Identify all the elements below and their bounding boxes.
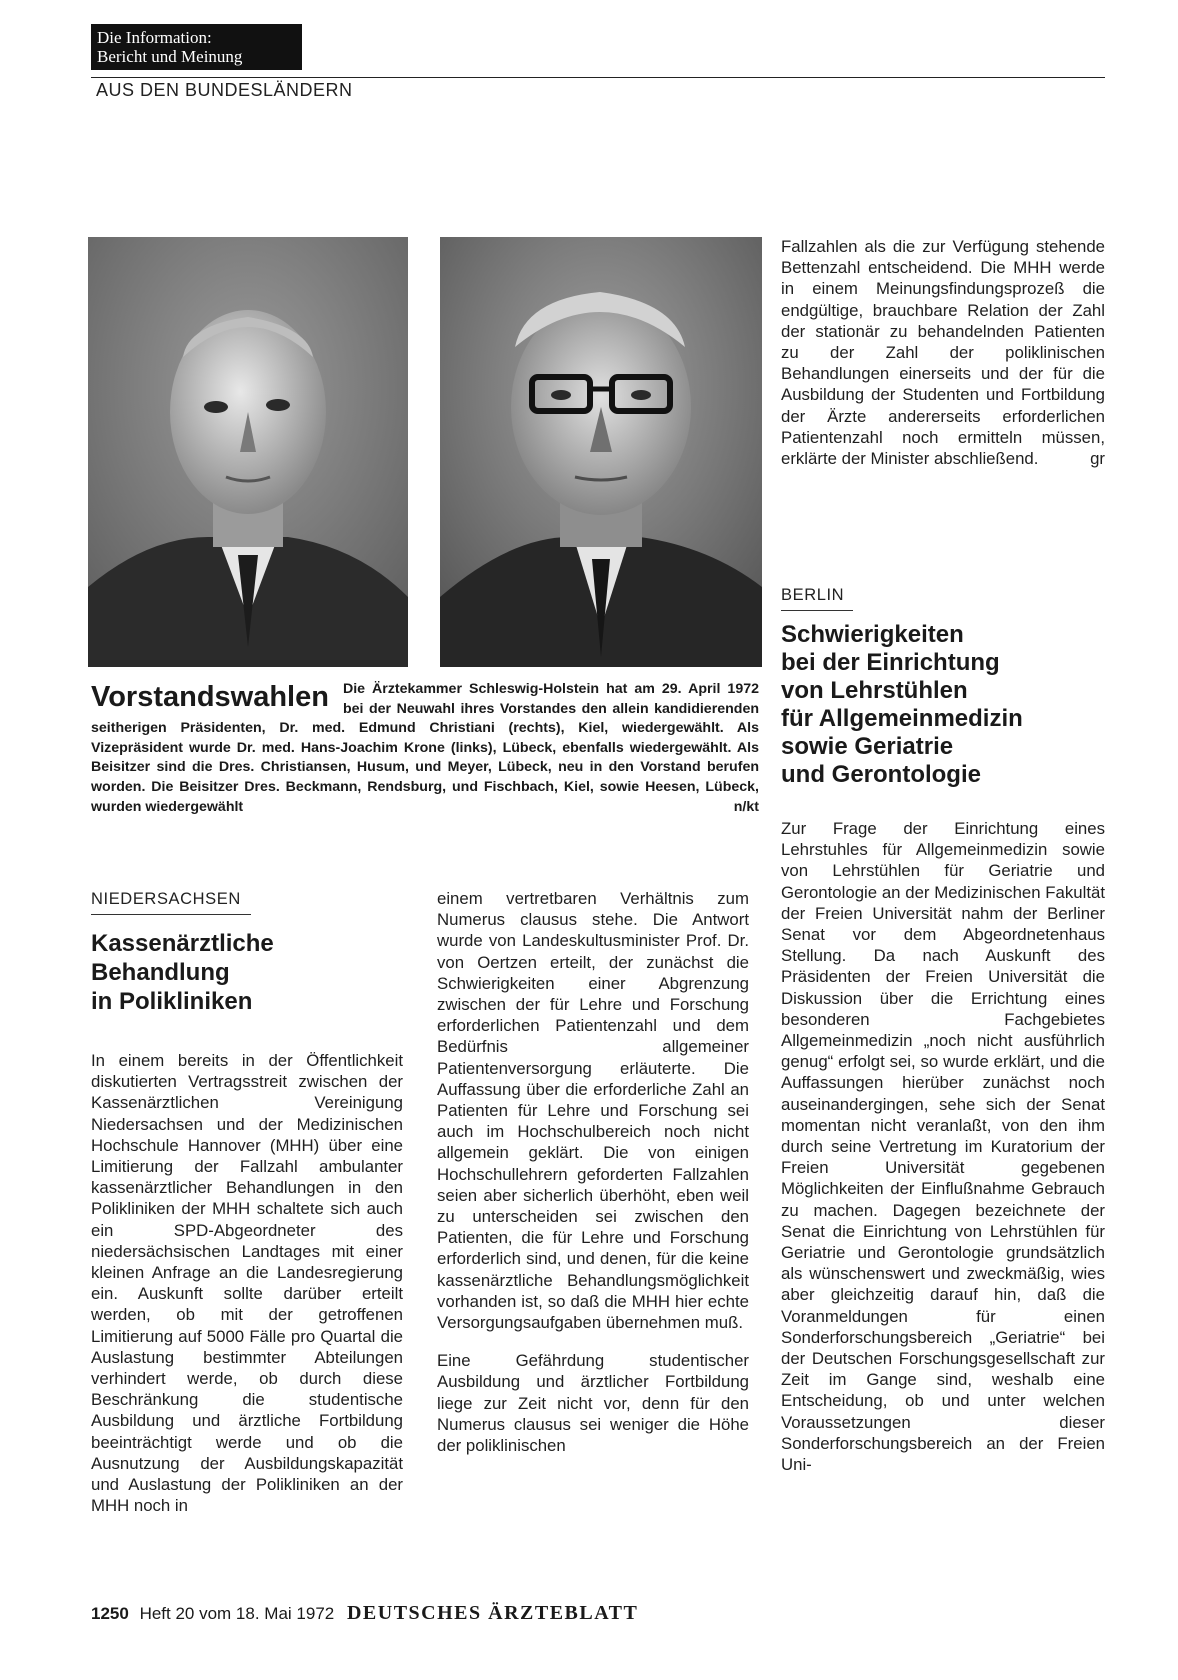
column-3-top (781, 236, 1105, 469)
title-line: Kassenärztliche (91, 930, 274, 957)
title-line: für Allgemeinmedizin (781, 705, 1023, 732)
column-3-berlin (781, 818, 1105, 1492)
page-footer (91, 1602, 638, 1625)
paragraph: Zur Frage der Einrichtung eines Lehrstuhles für Allgemeinmedizin sowie von Lehrstühlen für Geriatrie und Gerontologie an der Medizinischen Fakultät der Freien Universität nahm der Berliner Senat vor dem Abgeordnetenhaus Stellung. Da nach Auskunft des Präsidenten der Freien Universität die Diskussion über die Errichtung eines besonderen Fachgebietes Allgemeinmedizin „noch nicht ausführlich genug“ erfolgt sei, so wurde erklärt, und die Auffassungen hierüber zunächst noch auseinandergingen, sehe sich der Senat momentan nicht veranlaßt, von den ihm durch seine Vertretung im Kuratorium der Freien Universität gegebenen Möglichkeiten der Einflußnahme Gebrauch zu machen. Dagegen bezeichnete der Senat die Einrichtung von Lehrstühlen für Geriatrie und Gerontologie grundsätzlich als wünschenswert und zweckmäßig, wies aber gleichzeitig darauf hin, daß die Voranmeldungen für einen Sonderforschungsbereich „Geriatrie“ bei der Deutschen Forschungsgesellschaft zur Zeit im Gange sind, weshalb eine Entscheidung, ob und unter welchen Voraussetzungen dieser Sonderforschungsbereich an der Freien Uni- (781, 819, 1105, 1475)
section-label-niedersachsen: NIEDERSACHSEN (91, 890, 251, 915)
column-2 (437, 888, 749, 1473)
caption-signature: n/kt (733, 798, 759, 815)
portrait-right-icon (440, 237, 762, 667)
paragraph (781, 236, 1105, 469)
title-line: sowie Geriatrie (781, 733, 954, 760)
section-tag-line1: Die Information: (97, 28, 212, 47)
title-line: und Gerontologie (781, 761, 981, 788)
title-line: in Polikliniken (91, 988, 253, 1015)
photo-caption (91, 680, 759, 817)
article-title-berlin (781, 621, 1105, 789)
paragraph: In einem bereits in der Öffentlichkeit diskutierten Vertragsstreit zwischen der Kassenärztlichen Vereinigung Niedersachsen und der Medizinischen Hochschule Hannover (MHH) über eine Limitierung der Fallzahl ambulanter kassenärztlicher Behandlungen in den Polikliniken der MHH schaltete sich auch ein SPD-Abgeordneter des niedersächsischen Landtages mit einer kleinen Anfrage an die Landesregierung ein. Auskunft sollte darüber erteilt werden, ob mit der getroffenen Limitierung auf 5000 Fälle pro Quartal die Auslastung bestimmter Abteilungen verhindert werde, ob durch diese Beschränkung die studentische Ausbildung und ärztliche Fortbildung beeinträchtigt werde und ob die Ausnutzung der Ausbildungskapazität und Auslastung der Polikliniken an der MHH noch in (91, 1051, 403, 1516)
page-number: 1250 (91, 1604, 129, 1623)
title-line: bei der Einrichtung (781, 649, 1000, 676)
section-tag-line2: Bericht und Meinung (97, 47, 243, 66)
section-tag (91, 24, 302, 70)
author-signature: gr (1090, 449, 1105, 469)
title-line: Behandlung (91, 959, 230, 986)
caption-title: Vorstandswahlen (91, 681, 329, 713)
title-line: von Lehrstühlen (781, 677, 968, 704)
portrait-photo-left (88, 237, 408, 667)
paragraph-text: Fallzahlen als die zur Verfügung stehende Bettenzahl entscheidend. Die MHH werde in einem Meinungsfindungsprozeß die endgültige, brauchbare Relation der Zahl der stationär zu behandelnden Patienten zu der Zahl der poliklinischen Behandlungen einerseits und der für die Ausbildung der Studenten und Fortbildung der Ärzte andererseits erforderlichen Patientenzahl noch ermitteln müssen, erklärte der Minister abschließend. (781, 237, 1105, 469)
issue-info: Heft 20 vom 18. Mai 1972 (139, 1604, 335, 1623)
berlin-header (781, 586, 1105, 789)
masthead: DEUTSCHES ÄRZTEBLATT (346, 1602, 639, 1624)
caption-text: Die Ärztekammer Schleswig-Holstein hat am 29. April 1972 bei der Neuwahl ihres Vorstandes den allein kandidierenden seitherigen Präsidenten, Dr. med. Edmund Christiani (rechts), Kiel, wiedergewählt. Als Vizepräsident wurde Dr. med. Hans-Joachim Krone (links), Lübeck, ebenfalls wiedergewählt. Als Beisitzer sind die Dres. Christiansen, Husum, und Meyer, Lübeck, neu in den Vorstand berufen worden. Die Beisitzer Dres. Beckmann, Rendsburg, und Fischbach, Kiel, sowie Heesen, Lübeck, wurden wiedergewählt (91, 681, 759, 815)
section-label-berlin: BERLIN (781, 586, 853, 611)
portrait-left-icon (88, 237, 408, 667)
paragraph: Eine Gefährdung studentischer Ausbildung und ärztlicher Fortbildung liege zur Zeit nicht vor, denn für den Numerus clausus sei weniger die Höhe der poliklinischen (437, 1351, 749, 1456)
header-rule (91, 77, 1105, 78)
column-1 (91, 1050, 403, 1533)
niedersachsen-header (91, 890, 407, 1016)
region-header: AUS DEN BUNDESLÄNDERN (96, 80, 353, 100)
paragraph: einem vertretbaren Verhältnis zum Numerus clausus stehe. Die Antwort wurde von Landeskultusminister Prof. Dr. von Oertzen erteilt, der zunächst die Schwierigkeiten einer Abgrenzung zwischen der für Lehre und Forschung erforderlichen Patientenzahl und dem Bedürfnis allgemeiner Patientenversorgung erläuterte. Die Auffassung über die erforderliche Zahl an Patienten für Lehre und Forschung sei auch im Hochschulbereich noch nicht allgemein geklärt. Die von einigen Hochschullehrern geforderten Fallzahlen seien aber sicherlich überhöht, eben weil zu unterscheiden sei zwischen den Patienten, die für Lehre und Forschung erforderlich sind, und denen, für die keine kassenärztliche Behandlungsmöglichkeit vorhanden ist, so daß die MHH hier echte Versorgungsaufgaben übernehmen muß. (437, 889, 749, 1333)
article-title-niedersachsen (91, 929, 407, 1016)
portrait-photo-right (440, 237, 762, 667)
title-line: Schwierigkeiten (781, 621, 964, 648)
